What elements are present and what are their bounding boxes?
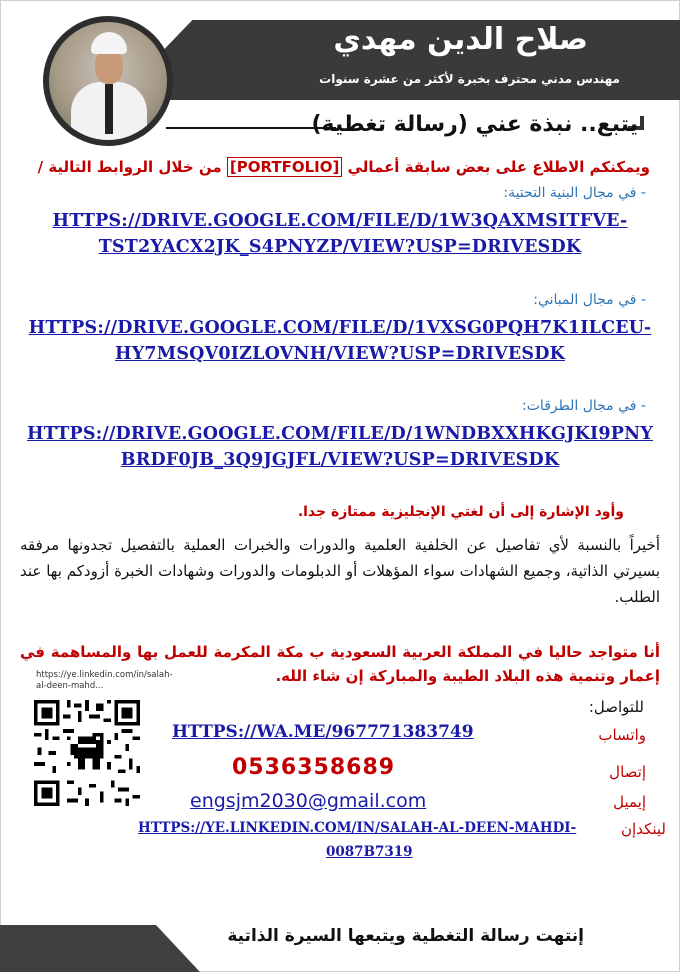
profile-photo [49, 22, 167, 140]
email-link[interactable]: engsjm2030@gmail.com [190, 790, 427, 812]
section-heading: يتبع.. نبذة عني (رسالة تغطية) [311, 112, 638, 137]
linkedin-link-cont[interactable]: 0087B7319 [326, 844, 413, 860]
buildings-link[interactable]: HTTPS://DRIVE.GOOGLE.COM/FILE/D/1VXSG0PQH7K1ILCEU- [28, 318, 652, 338]
email-label: إيميل [613, 793, 646, 811]
footer-note: إنتهت رسالة التغطية ويتبعها السيرة الذاتية [227, 926, 584, 946]
linkedin-link[interactable]: HTTPS://YE.LINKEDIN.COM/IN/SALAH-AL-DEEN-MAHDI- [138, 820, 577, 836]
portfolio-label: [PORTFOLIO] [227, 157, 342, 177]
portfolio-intro: ويمكنكم الاطلاع على بعض سابقة أعمالي [PORTFOLIO] من خلال الروابط التالية / [37, 158, 650, 176]
english-note: وأود الإشارة إلى أن لغتي الإنجليزية ممتازة جدا. [297, 504, 624, 520]
location-paragraph: أنا متواجد حاليا في المملكة العربية السعودية ب مكة المكرمة للعمل بها والمساهمة في إعمار وتنمية هذه البلاد الطيبة والمباركة إن شاء الله. [20, 643, 660, 685]
phone-number[interactable]: 0536358689 [232, 755, 396, 780]
contact-heading: للتواصل: [588, 698, 644, 716]
field-roads-label: - في مجال الطرقات: [522, 398, 646, 414]
job-title: مهندس مدني محترف بخبرة لأكثر من عشرة سنوات [319, 72, 620, 86]
phone-label: إتصال [609, 763, 646, 781]
field-infrastructure-label: - في مجال البنية التحتية: [503, 185, 646, 201]
field-buildings-label: - في مجال المباني: [533, 292, 646, 308]
linkedin-label: لينكدإن [621, 820, 666, 838]
details-paragraph: أخيراً بالنسبة لأي تفاصيل عن الخلفية العلمية والدورات والخبرات العملية بالتفصيل تجدونها مرفقه بسيرتي الذاتية، وجميع الشهادات سواء المؤهلات أو الدبلومات والدورات وشهادات الخبرة أزودكم بها عند الطلب. [20, 536, 660, 606]
infrastructure-link[interactable]: HTTPS://DRIVE.GOOGLE.COM/FILE/D/1W3QAXMSITFVE- [52, 211, 628, 231]
roads-link-cont[interactable]: BRDF0JB_3Q9JGJFL/VIEW?USP=DRIVESDK [120, 450, 560, 470]
whatsapp-label: واتساب [598, 726, 646, 744]
buildings-link-cont[interactable]: HY7MSQV0IZLOVNH/VIEW?USP=DRIVESDK [114, 344, 566, 364]
person-name: صلاح الدين مهدي [333, 22, 588, 57]
qr-caption: https://ye.linkedin.com/in/salah-al-deen-mahd... [36, 670, 173, 691]
whatsapp-link[interactable]: HTTPS://WA.ME/967771383749 [172, 722, 474, 742]
infrastructure-link-cont[interactable]: TST2YACX2JK_S4PNYZP/VIEW?USP=DRIVESDK [98, 237, 582, 257]
linkedin-qr-code[interactable] [34, 700, 140, 806]
roads-link[interactable]: HTTPS://DRIVE.GOOGLE.COM/FILE/D/1WNDBXXHKGJKI9PNY [26, 424, 654, 444]
